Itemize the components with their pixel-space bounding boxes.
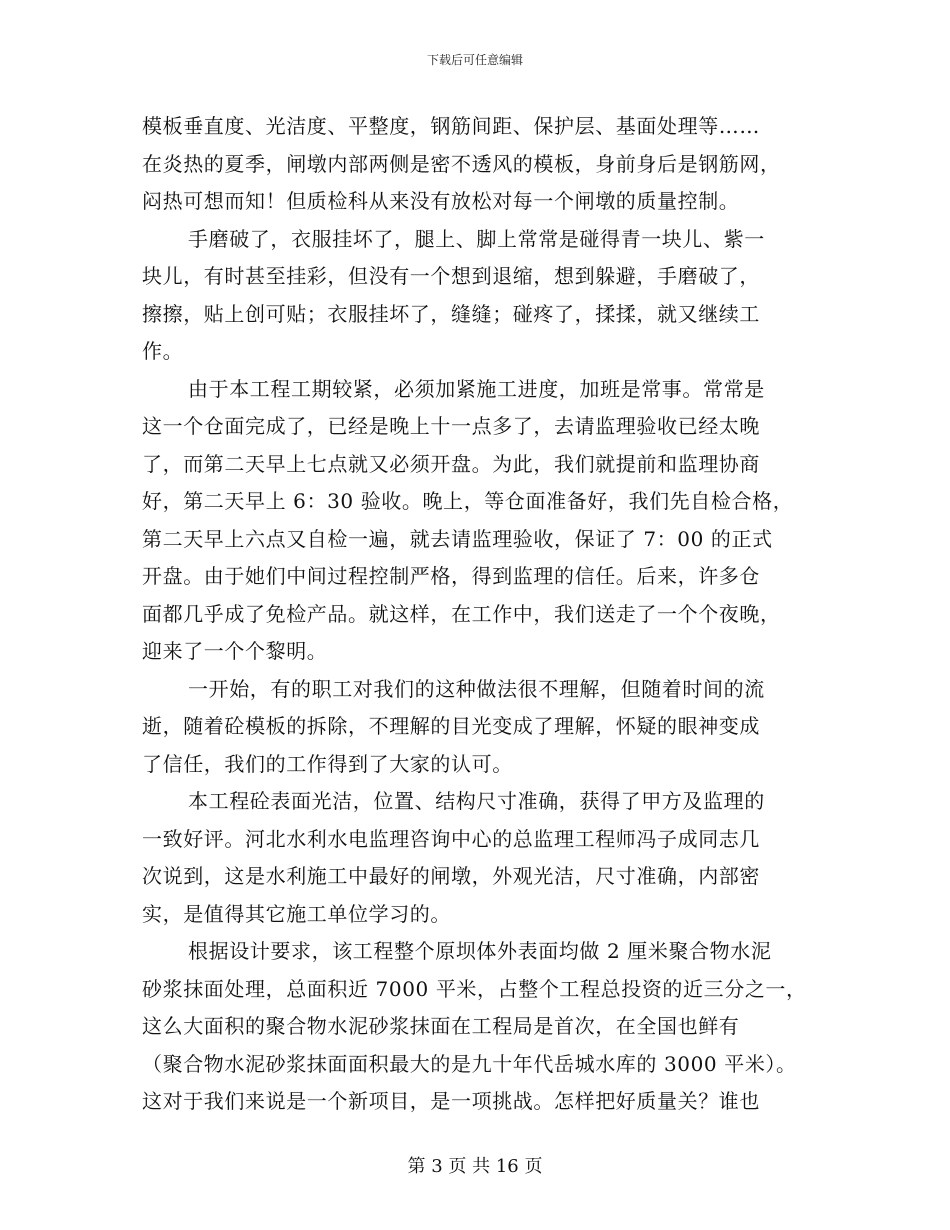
- text-line: 了，而第二天早上七点就又必须开盘。为此，我们就提前和监理协商: [142, 451, 760, 476]
- page-header: 下载后可任意编辑: [426, 53, 523, 67]
- paragraph-first-line: 本工程砼表面光洁，位置、结构尺寸准确，获得了甲方及监理的: [188, 789, 765, 813]
- paragraph-first-line: 根据设计要求，该工程整个原坝体外表面均做 2 厘米聚合物水泥: [188, 939, 772, 963]
- body-text: [142, 108, 812, 1121]
- text-line: 了信任，我们的工作得到了大家的认可。: [142, 751, 513, 776]
- paragraph-first-line: 一开始，有的职工对我们的这种做法很不理解，但随着时间的流: [188, 676, 765, 701]
- paragraph-first-line: 手磨破了，衣服挂坏了，腿上、脚上常常是碰得青一块儿、紫一: [188, 226, 765, 251]
- text-line: 这么大面积的聚合物水泥砂浆抹面在工程局是首次，在全国也鲜有: [142, 1014, 740, 1038]
- text-line: 这对于我们来说是一个新项目，是一项挑战。怎样把好质量关？谁也: [142, 1089, 760, 1113]
- page-footer: 第 3 页 共 16 页: [407, 1156, 543, 1177]
- text-line: 次说到，这是水利施工中最好的闸墩，外观光洁，尺寸准确，内部密: [142, 864, 760, 888]
- text-line: 面都几乎成了免检产品。就这样，在工作中，我们送走了一个个夜晚，: [142, 601, 781, 626]
- text-line: 在炎热的夏季，闸墩内部两侧是密不透风的模板，身前身后是钢筋网，: [142, 151, 781, 176]
- text-line: 开盘。由于她们中间过程控制严格，得到监理的信任。后来，许多仓: [142, 564, 760, 588]
- text-line: 这一个仓面完成了，已经是晚上十一点多了，去请监理验收已经太晚: [142, 414, 760, 438]
- text-line: 擦擦，贴上创可贴；衣服挂坏了，缝缝；碰疼了，揉揉，就又继续工: [142, 301, 760, 326]
- text-line: 逝，随着砼模板的拆除，不理解的目光变成了理解，怀疑的眼神变成: [142, 714, 760, 738]
- text-line: 砂浆抹面处理，总面积近 7000 平米，占整个工程总投资的近三分之一，: [142, 976, 807, 1001]
- text-line: 块儿，有时甚至挂彩，但没有一个想到退缩，想到躲避，手磨破了，: [142, 264, 760, 288]
- text-line: 迎来了一个个黎明。: [142, 639, 328, 663]
- text-line: 好，第二天早上 6：30 验收。晚上，等仓面准备好，我们先自检合格，: [142, 489, 794, 513]
- text-line: 一致好评。河北水利水电监理咨询中心的总监理工程师冯子成同志几: [142, 826, 760, 851]
- text-line: 作。: [142, 339, 184, 363]
- text-line: 实，是值得其它施工单位学习的。: [142, 901, 451, 926]
- text-line: 第二天早上六点又自检一遍，就去请监理验收，保证了 7：00 的正式: [142, 526, 773, 551]
- text-line: 模板垂直度、光洁度、平整度，钢筋间距、保护层、基面处理等……: [142, 114, 760, 138]
- text-line: 闷热可想而知！但质检科从来没有放松对每一个闸墩的质量控制。: [142, 189, 740, 213]
- paragraph-first-line: 由于本工程工期较紧，必须加紧施工进度，加班是常事。常常是: [188, 376, 765, 401]
- text-line: （聚合物水泥砂浆抹面面积最大的是九十年代岳城水库的 3000 平米）。: [142, 1051, 797, 1076]
